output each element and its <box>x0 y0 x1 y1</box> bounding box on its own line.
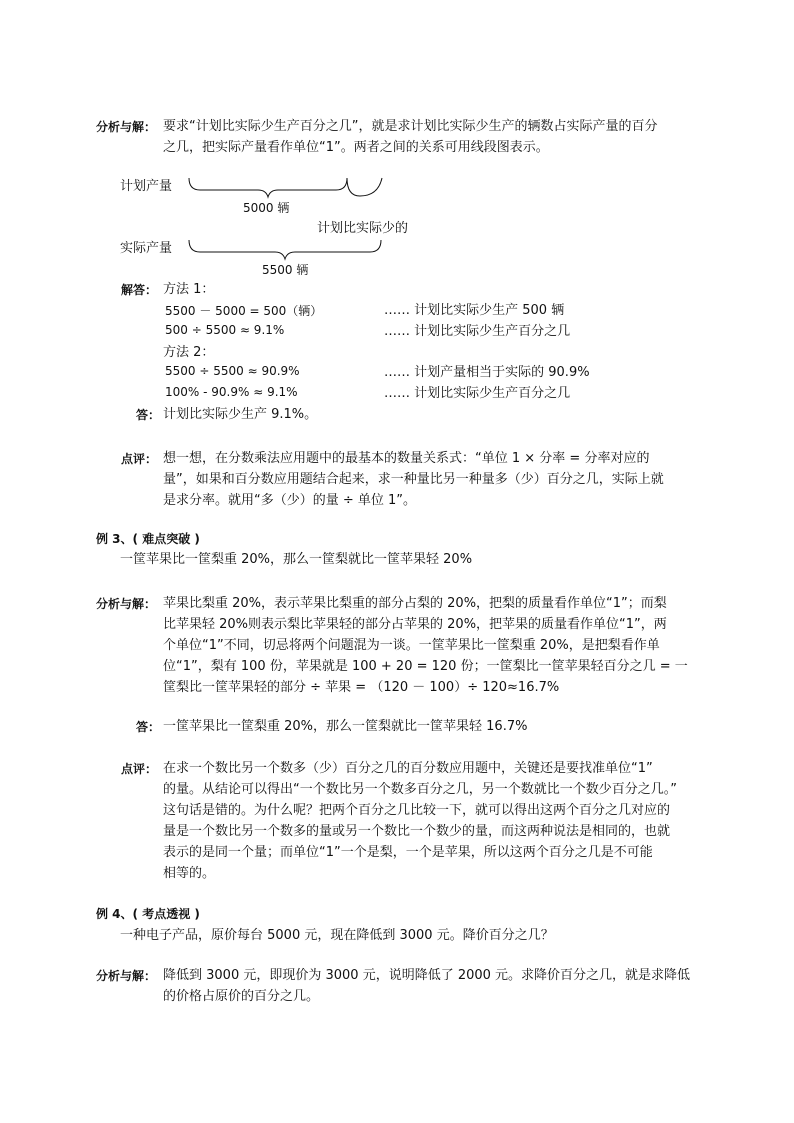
calc-line: 5500 － 5000 = 500（辆） <box>165 304 323 318</box>
analysis-label: 分析与解： <box>96 969 157 983</box>
comment-line: 想一想，在分数乘法应用题中的最基本的数量关系式：“单位 1 × 分率 = 分率对应的 <box>163 451 650 466</box>
analysis-label: 分析与解： <box>96 597 157 611</box>
analysis-line: 要求“计划比实际少生产百分之几”，就是求计划比实际少生产的辆数占实际产量的百分 <box>163 119 658 134</box>
comment-line: 相等的。 <box>163 866 216 881</box>
example-3-question: 一筐苹果比一筐梨重 20%，那么一筐梨就比一筐苹果轻 20% <box>120 552 473 567</box>
actual-label: 实际产量 <box>120 241 173 256</box>
comment-line: 这句话是错的。为什么呢？把两个百分之几比较一下，就可以得出这两个百分之几对应的 <box>163 803 671 818</box>
analysis-line: 苹果比梨重 20%，表示苹果比梨重的部分占梨的 20%，把梨的质量看作单位“1”；而梨 <box>163 596 667 611</box>
actual-value: 5500 辆 <box>262 263 309 277</box>
comment-label: 点评： <box>121 762 158 776</box>
final-answer-label: 答： <box>136 408 161 422</box>
analysis-line: 筐梨比一筐苹果轻的部分 ÷ 苹果 = （120 － 100）÷ 120≈16.7% <box>163 680 560 695</box>
diff-brace <box>347 178 382 196</box>
answer-text: 一筐苹果比一筐梨重 20%，那么一筐梨就比一筐苹果轻 16.7% <box>163 719 528 734</box>
calc-note: …… 计划比实际少生产百分之几 <box>384 386 571 401</box>
comment-line: 量是一个数比另一个数多的量或另一个数比一个数少的量，而这两种说法是相同的，也就 <box>163 824 671 839</box>
comment-line: 量”，如果和百分数应用题结合起来，求一种量比另一种量多（少）百分之几，实际上就 <box>163 472 664 487</box>
comment-label: 点评： <box>121 452 158 466</box>
example-4-question: 一种电子产品，原价每台 5000 元，现在降低到 3000 元。降价百分之几？ <box>120 928 554 943</box>
plan-brace <box>189 178 347 197</box>
example-4-title: 例 4、( 考点透视 ) <box>96 907 200 921</box>
analysis-line: 的价格占原价的百分之几。 <box>163 989 320 1004</box>
analysis-line: 降低到 3000 元，即现价为 3000 元，说明降低了 2000 元。求降价百分之几，就是求降低 <box>163 968 691 983</box>
analysis-line: 个单位“1”不同，切忌将两个问题混为一谈。一筐苹果比一筐梨重 20%，是把梨看作单 <box>163 638 660 653</box>
plan-label: 计划产量 <box>120 179 173 194</box>
method-1-title: 方法 1： <box>163 282 215 297</box>
analysis-line: 位“1”，梨有 100 份，苹果就是 100 + 20 = 120 份；一筐梨比一筐苹果轻百分之几 = 一 <box>163 659 688 674</box>
analysis-label: 分析与解： <box>96 120 157 134</box>
comment-line: 是求分率。就用“多（少）的量 ÷ 单位 1”。 <box>163 493 417 508</box>
calc-line: 100% - 90.9% ≈ 9.1% <box>165 385 298 399</box>
calc-note: …… 计划比实际少生产 500 辆 <box>384 303 565 318</box>
calc-note: …… 计划比实际少生产百分之几 <box>384 324 571 339</box>
calc-note: …… 计划产量相当于实际的 90.9% <box>384 365 590 380</box>
calc-line: 500 ÷ 5500 ≈ 9.1% <box>165 323 285 337</box>
example-3-title: 例 3、( 难点突破 ) <box>96 532 200 546</box>
plan-value: 5000 辆 <box>243 201 290 215</box>
comment-line: 的量。从结论可以得出“一个数比另一个数多百分之几，另一个数就比一个数少百分之几。” <box>163 782 677 797</box>
analysis-line: 比苹果轻 20%则表示梨比苹果轻的部分占苹果的 20%，把苹果的质量看作单位“1”，两 <box>163 617 667 632</box>
calc-line: 5500 ÷ 5500 ≈ 90.9% <box>165 364 300 378</box>
comment-line: 表示的是同一个量；而单位“1”一个是梨，一个是苹果，所以这两个百分之几是不可能 <box>163 845 653 860</box>
final-answer: 计划比实际少生产 9.1%。 <box>163 407 318 422</box>
analysis-line: 之几，把实际产量看作单位“1”。两者之间的关系可用线段图表示。 <box>163 140 549 155</box>
actual-brace <box>189 240 381 259</box>
method-2-title: 方法 2： <box>163 345 215 360</box>
answer-label: 解答： <box>121 283 158 297</box>
answer-label: 答： <box>136 720 161 734</box>
comment-line: 在求一个数比另一个数多（少）百分之几的百分数应用题中，关键还是要找准单位“1” <box>163 761 653 776</box>
diff-label: 计划比实际少的 <box>317 221 409 236</box>
